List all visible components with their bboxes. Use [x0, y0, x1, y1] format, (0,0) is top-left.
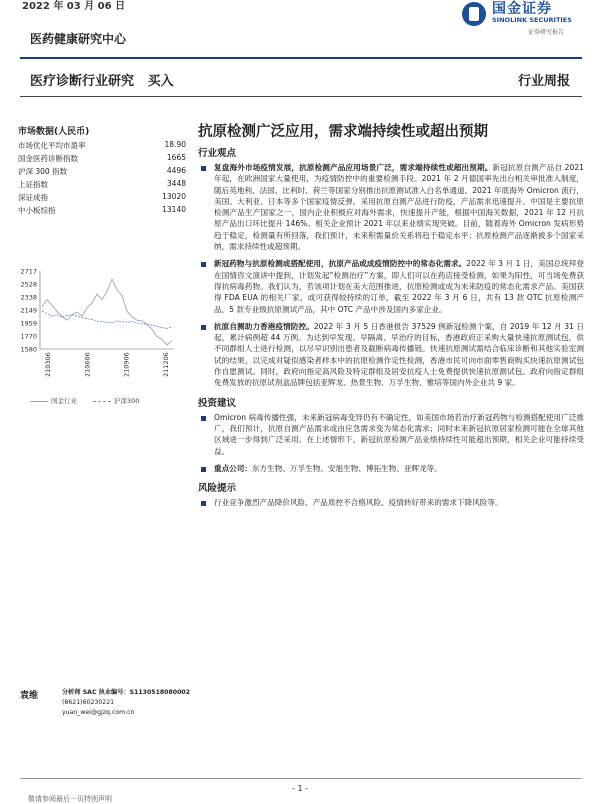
index-value: 13140: [162, 205, 186, 214]
index-value: 13020: [162, 192, 186, 201]
research-center: 医药健康研究中心: [30, 32, 127, 46]
chart-axis: [40, 271, 174, 349]
analyst-contact: [62, 688, 190, 718]
series-line-2: [42, 311, 172, 328]
x-tick-label: 211206: [162, 352, 170, 377]
section-heading-advice: 投资建议: [198, 397, 237, 409]
main-content: [198, 120, 584, 514]
footer-divider: [20, 778, 582, 779]
brand-subtitle: 证券研究报告: [528, 29, 565, 36]
analyst-cert: 分析师 SAC 执业编号：S1130518080002: [62, 689, 191, 696]
bullet-text: Omicron 病毒传播性强，未来新冠病毒变异仍有不确定性，如美国市场若治疗新冠药物与检测搭配使用广泛推广，我们预计，抗原自测产品需求或由应急需求变为常态化需求；同时未来新冠抗原居家检测可能在全球其他区域进一步得到广泛采用。在上述情形下，新冠抗原检测产品业绩持续性可能超出预期，相关企业可能持续受益。: [214, 412, 584, 456]
index-label: 中小板综指: [18, 206, 56, 215]
section-heading-risk: 风险提示: [198, 483, 237, 495]
y-tick-label: 2149: [20, 306, 37, 315]
header-divider: [20, 57, 582, 59]
list-item: [198, 162, 584, 252]
analyst-phone: (8621)60230221: [62, 699, 115, 706]
index-label: 市场优化平均市盈率: [18, 141, 86, 150]
brand-name-en: SINOLINK SECURITIES: [492, 16, 572, 24]
list-item: [198, 321, 584, 389]
bullet-text: 东方生物、万孚生物、安旭生物、博拓生物、亚辉龙等。: [251, 463, 442, 473]
x-tick-label: 210306: [44, 352, 52, 377]
index-label: 深证成指: [18, 193, 48, 202]
index-label: 国金医药诊断指数: [18, 154, 78, 163]
y-tick-label: 1959: [20, 319, 37, 328]
analyst-name: 袁维: [20, 691, 39, 701]
footer-disclaimer: 敬请参阅最后一页特别声明: [28, 795, 112, 803]
index-row: [18, 140, 186, 151]
index-row: [18, 153, 186, 164]
legend-swatch-icon: [93, 401, 111, 402]
report-title: 抗原检测广泛应用，需求端持续性或超出预期: [198, 123, 488, 140]
bullet-lead: 重点公司：: [214, 463, 252, 473]
brand-logo: [462, 0, 600, 40]
bullet-text: 行业竞争激烈产品降价风险、产品质控不合格风险、疫情转好带来的需求下降风险等。: [214, 498, 503, 508]
bullet-lead: 新冠药物与抗原检测或搭配使用，抗原产品或成疫情防控中的常态化需求。: [214, 259, 467, 269]
report-type: 行业周报: [517, 74, 570, 89]
list-item: [198, 463, 584, 474]
y-tick-label: 2528: [20, 280, 37, 289]
index-line-chart: [14, 265, 184, 385]
bullet-text: 2022 年 3 月 1 日，美国总统拜登在国情咨文演讲中提到，计划发起“检测治疗”方案，即人们可以在药店接受检测，如果为阳性，可当场免费获得抗病毒药物。我们认为，若该项计划在美大范围推进，抗原检测或成为未来防疫的常态化需求产品。美国获得 FDA EUA 的相关厂家，或可获得较持续的订单，截至 2022 年 3 月 6 日，共有 13 款 OTC 抗原检测产品，5 款专业级抗原测试产品，其中 OTC 产品中涉及国内多家企业。: [214, 259, 584, 314]
index-value: 3448: [166, 179, 186, 188]
y-tick-label: 1770: [20, 332, 37, 341]
chart-legend: [30, 396, 139, 405]
index-row: [18, 205, 186, 216]
logo-icon: [462, 2, 486, 26]
list-item: [198, 412, 584, 457]
rating: 买入: [147, 74, 174, 89]
report-category: [30, 70, 174, 89]
analyst-email[interactable]: yuan_wei@gjzq.com.cn: [62, 709, 135, 716]
index-value: 1665: [166, 153, 186, 162]
brand-name-cn: 国金证券: [492, 1, 552, 17]
bullet-text: 新冠抗原自测产品自 2021 年起，在欧洲国家大量使用，为疫情防控中的重要检测手段。2021 年 2 月德国率先出台相关审批准入制度，随后英地利、法国、比利时、荷兰等国家分别推出抗原测试准入白名单通道。2021 年底海外 Omicron 流行，美国、大利亚、日本等多个国家疫情反弹，采用抗原自测产品进行防疫，产品需求迅速提升。中国是主要抗原检测产品生产国家之一，国内企业积极应对海外需求，快速提升产能，根据中国海关数据，2021 年 12 月抗原产品出口环比提升 146%。相关企业预计 2021 年以来业绩实现突破。目前，随着海外 Omicron 发病形势趋于稳定，检测量有所回落，我们预计，未来积需量价关系将趋于稳定水平；抗原检测产品逐渐被多个国家采纳，需求持续性或超预期。: [214, 163, 584, 252]
index-row: [18, 179, 186, 190]
report-date: 2022 年 03 月 06 日: [22, 1, 126, 12]
index-label: 沪深 300 指数: [18, 167, 68, 176]
page-number: - 1 -: [292, 784, 308, 793]
x-tick-label: 210606: [83, 352, 92, 377]
index-row: [18, 166, 186, 177]
index-label: 上证指数: [18, 180, 48, 189]
index-value: 18.90: [164, 140, 186, 149]
index-row: [18, 192, 186, 203]
legend-label: 国金行业: [51, 397, 77, 405]
series-line-1: [42, 279, 172, 345]
list-item: [198, 258, 584, 314]
bullet-text: 2022 年 3 月 5 日香港报告 37529 例新冠检测个案，自 2019 年 12 月 31 日起，累计病例超 44 万例。为达到早发现、早隔离、早治疗的目标，香港政府正采购大量快速抗原测试包，供不同群组人士进行检测，以尽早识别出患者及截断病毒传播链。快速抗原测试需结合临床诊断和其他实验室测试的结果，以完成对疑似感染者样本中的抗原检测作定性检测，香港市民可向市面零售商购买快速抗原测试包作自愿测试。同时，政府向指定高风险及特定群组及居安抗疫人士免费提供快速抗原测试包。政府向指定群组免费发放的抗原试剂盒品牌包括亚辉龙、热景生物、万孚生物、雅培等国内外企业共 9 家。: [214, 321, 584, 388]
legend-item: [93, 396, 139, 405]
legend-item: [30, 396, 77, 405]
legend-swatch-icon: [30, 401, 48, 402]
x-tick-label: 210906: [122, 352, 131, 377]
y-tick-label: 2717: [20, 267, 37, 276]
report-category-label: 医疗诊断行业研究: [30, 74, 135, 89]
bullet-lead: 复盘海外市场疫情发展，抗原检测产品应用场景广泛，需求端持续性或超出预期。: [214, 163, 493, 172]
y-tick-label: 1580: [20, 345, 37, 354]
legend-label: 沪深300: [114, 397, 140, 405]
index-value: 4496: [166, 166, 186, 175]
header-divider-2: [20, 96, 582, 97]
list-item: [198, 497, 584, 508]
bullet-lead: 抗原自测助力香港疫情防控。: [214, 321, 314, 331]
market-data-title: 市场数据(人民币): [18, 127, 90, 137]
section-heading-views: 行业观点: [198, 148, 237, 159]
y-tick-label: 2338: [20, 293, 37, 302]
